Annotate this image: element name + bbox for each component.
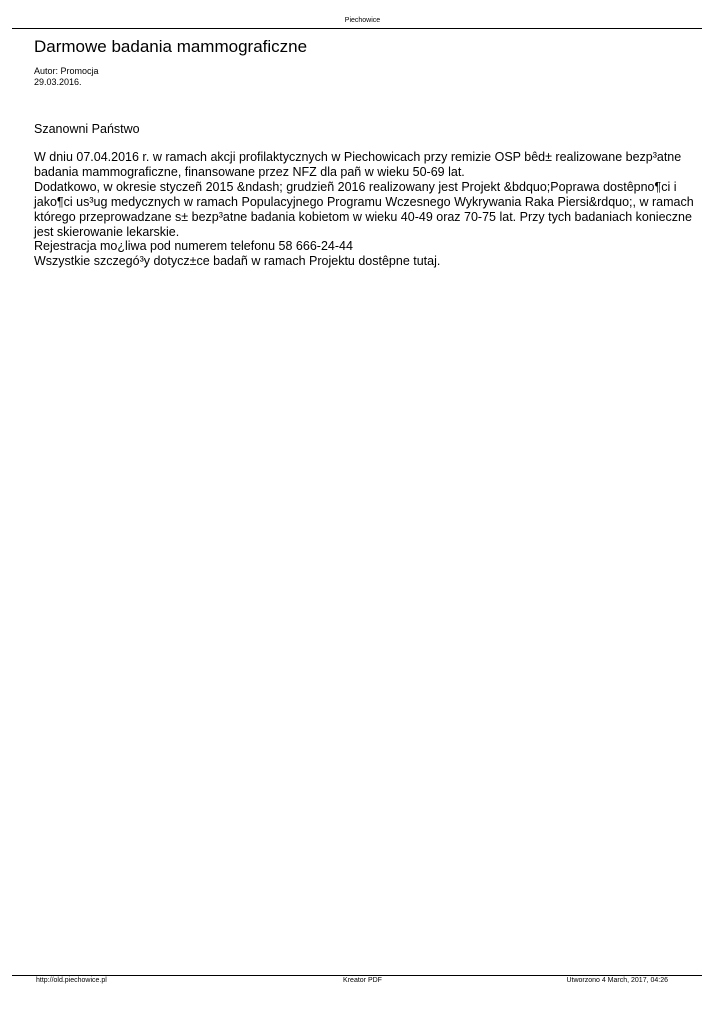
footer-url[interactable]: http://old.piechowice.pl: [36, 977, 107, 984]
body-paragraph-registration: Rejestracja mo¿liwa pod numerem telefonu 58 666-24-44: [34, 239, 353, 254]
article-author: Autor: Promocja: [34, 66, 99, 76]
body-paragraph-project: Dodatkowo, w okresie styczeñ 2015 &ndash; grudzieñ 2016 realizowany jest Projekt &bdquo;Poprawa dostêpno¶ci i jako¶ci us³ug medycznych w ramach Populacyjnego Programu Wczesnego Wykrywania Raka Piersi&rdquo;, w ramach którego przeprowadzane s± bezp³atne badania kobietom w wieku 40-49 oraz 70-75 lat. Przy tych badaniach konieczne jest skierowanie lekarskie.: [34, 179, 694, 239]
article-title: Darmowe badania mammograficzne: [34, 37, 308, 56]
body-paragraph-screening-date: W dniu 07.04.2016 r. w ramach akcji profilaktycznych w Piechowicach przy remizie OSP bêd± realizowane bezp³atne badania mammograficzne, finansowane przez NFZ dla pañ w wieku 50-69 lat.: [34, 150, 682, 179]
header-divider: [12, 28, 702, 29]
footer-created-timestamp: Utworzono 4 March, 2017, 04:26: [566, 977, 668, 984]
article-body: [34, 150, 694, 269]
article-date: 29.03.2016.: [34, 77, 82, 87]
article-greeting: Szanowni Państwo: [34, 122, 140, 136]
body-paragraph-details-link[interactable]: Wszystkie szczegó³y dotycz±ce badañ w ramach Projektu dostêpne tutaj.: [34, 254, 441, 269]
footer-generator: Kreator PDF: [343, 977, 382, 984]
page-header-site-name: Piechowice: [344, 17, 381, 24]
article-meta: [34, 66, 99, 88]
